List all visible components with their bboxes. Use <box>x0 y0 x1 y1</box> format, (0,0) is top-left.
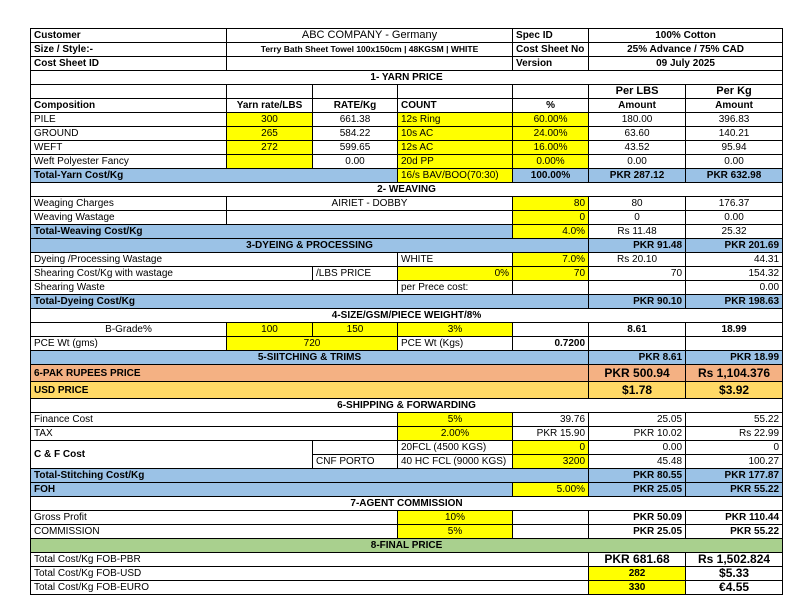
weaving-charges-kg: 176.37 <box>686 197 783 211</box>
bgrade-kg: 18.99 <box>686 323 783 337</box>
finance-pct-input[interactable]: 5% <box>398 413 513 427</box>
bgrade-input-1[interactable]: 100 <box>227 323 313 337</box>
dyeing-total-row <box>31 295 783 309</box>
col-composition: Composition <box>31 99 227 113</box>
tax-kg: Rs 22.99 <box>686 427 783 441</box>
version-label: Version <box>513 57 589 71</box>
stitching-kg: PKR 18.99 <box>686 351 783 365</box>
yarn-pct[interactable]: 0.00% <box>513 155 589 169</box>
yarn-row-ground <box>31 127 783 141</box>
usd-price-row <box>31 382 783 399</box>
yarn-kg: 140.21 <box>686 127 783 141</box>
dyeing-total-lbs: PKR 90.10 <box>589 295 686 309</box>
weaving-charges-input[interactable]: 80 <box>513 197 589 211</box>
cf2-lbs: 45.48 <box>589 455 686 469</box>
yarn-column-headers <box>31 99 783 113</box>
yarn-total-pct: 100.00% <box>513 169 589 183</box>
version-value[interactable]: 09 July 2025 <box>589 57 783 71</box>
final-pbr-lbs: PKR 681.68 <box>589 553 686 567</box>
final-pbr-label: Total Cost/Kg FOB-PBR <box>31 553 589 567</box>
stitching-title: 5-SIITCHING & TRIMS <box>31 351 589 365</box>
gross-profit-row <box>31 511 783 525</box>
section-agent-title <box>31 497 783 511</box>
pce-kgs-value: 0.7200 <box>513 337 589 351</box>
foh-row <box>31 483 783 497</box>
foh-kg: PKR 55.22 <box>686 483 783 497</box>
finance-lbs: 25.05 <box>589 413 686 427</box>
size-title: 4-SIZE/GSM/PIECE WEIGHT/8% <box>31 309 783 323</box>
yarn-count[interactable]: 12s Ring <box>398 113 513 127</box>
shearing-cost-label: Shearing Cost/Kg with wastage <box>31 267 313 281</box>
yarn-lbs: 63.60 <box>589 127 686 141</box>
tax-val: PKR 15.90 <box>513 427 589 441</box>
commission-lbs: PKR 25.05 <box>589 525 686 539</box>
yarn-kg: 396.83 <box>686 113 783 127</box>
cf1-lbs: 0.00 <box>589 441 686 455</box>
yarn-count[interactable]: 10s AC <box>398 127 513 141</box>
bgrade-input-3[interactable]: 3% <box>398 323 513 337</box>
section-yarn-title <box>31 71 783 85</box>
costno-label: Cost Sheet No <box>513 43 589 57</box>
yarn-rate-kg: 661.38 <box>313 113 398 127</box>
weaving-total-label: Total-Weaving Cost/Kg <box>31 225 513 239</box>
dyeing-title: 3-DYEING & PROCESSING <box>31 239 589 253</box>
style-value[interactable]: Terry Bath Sheet Towel 100x150cm | 48KGSM | WHITE <box>227 43 513 57</box>
final-euro-kg: €4.55 <box>686 581 783 595</box>
weaving-wastage-label: Weaving Wastage <box>31 211 227 225</box>
costno-value[interactable]: 25% Advance / 75% CAD <box>589 43 783 57</box>
cf-row-20fcl <box>31 441 783 455</box>
weaving-total-lbs: Rs 11.48 <box>589 225 686 239</box>
section-final-title <box>31 539 783 553</box>
header-row-style <box>31 43 783 57</box>
gross-profit-label: Gross Profit <box>31 511 398 525</box>
shearing-waste-label: Shearing Waste <box>31 281 398 295</box>
pce-gms-input[interactable]: 720 <box>227 337 398 351</box>
per-kg-header: Per Kg <box>686 85 783 99</box>
section-weaving-title <box>31 183 783 197</box>
usd-price-lbs: $1.78 <box>589 382 686 399</box>
customer-label: Customer <box>31 29 227 43</box>
bgrade-lbs: 8.61 <box>589 323 686 337</box>
tax-label: TAX <box>31 427 398 441</box>
section-shipping-title <box>31 399 783 413</box>
finance-kg: 55.22 <box>686 413 783 427</box>
dyeing-total-label: Total-Dyeing Cost/Kg <box>31 295 589 309</box>
header-row-costsheet <box>31 57 783 71</box>
foh-label: FOH <box>31 483 513 497</box>
specid-value[interactable]: 100% Cotton <box>589 29 783 43</box>
shearing-waste-row <box>31 281 783 295</box>
weaving-total-row <box>31 225 783 239</box>
gross-profit-pct-input[interactable]: 10% <box>398 511 513 525</box>
pce-weight-row <box>31 337 783 351</box>
cf1-kg: 0 <box>686 441 783 455</box>
shearing-val-input[interactable]: 70 <box>513 267 589 281</box>
weaving-machine: AIRIET - DOBBY <box>227 197 513 211</box>
yarn-kg: 95.94 <box>686 141 783 155</box>
dyeing-pct-input[interactable]: 7.0% <box>513 253 589 267</box>
yarn-rate-lbs[interactable]: 300 <box>227 113 313 127</box>
weaving-wastage-lbs: 0 <box>589 211 686 225</box>
shearing-unit: /LBS PRICE <box>313 267 398 281</box>
yarn-row-weft <box>31 141 783 155</box>
yarn-kg: 0.00 <box>686 155 783 169</box>
shearing-waste-unit: per Prece cost: <box>398 281 513 295</box>
dyeing-type: WHITE <box>398 253 513 267</box>
pak-price-row <box>31 365 783 382</box>
yarn-lbs: 43.52 <box>589 141 686 155</box>
shearing-cost-row <box>31 267 783 281</box>
col-count: COUNT <box>398 99 513 113</box>
foh-pct-input[interactable]: 5.00% <box>513 483 589 497</box>
cf1-input[interactable]: 0 <box>513 441 589 455</box>
yarn-total-label: Total-Yarn Cost/Kg <box>31 169 398 183</box>
col-amount-lbs: Amount <box>589 99 686 113</box>
col-rate-kg: RATE/Kg <box>313 99 398 113</box>
costsheet-value[interactable] <box>227 57 513 71</box>
cf2-kg: 100.27 <box>686 455 783 469</box>
dyeing-wastage-label: Dyeing /Processing Wastage <box>31 253 398 267</box>
yarn-pct[interactable]: 24.00% <box>513 127 589 141</box>
shipping-total-kg: PKR 177.87 <box>686 469 783 483</box>
yarn-title: 1- YARN PRICE <box>31 71 783 85</box>
section-dyeing-title <box>31 239 783 253</box>
weaving-total-kg: 25.32 <box>686 225 783 239</box>
yarn-rate-lbs[interactable] <box>227 155 313 169</box>
yarn-pct[interactable]: 16.00% <box>513 141 589 155</box>
gross-profit-lbs: PKR 50.09 <box>589 511 686 525</box>
cf2-type: 40 HC FCL (9000 KGS) <box>398 455 513 469</box>
yarn-row-polyester <box>31 155 783 169</box>
yarn-lbs: 180.00 <box>589 113 686 127</box>
weaving-wastage-input[interactable]: 0 <box>513 211 589 225</box>
yarn-rate-kg: 584.22 <box>313 127 398 141</box>
section-size-title <box>31 309 783 323</box>
commission-row <box>31 525 783 539</box>
weaving-charges-row <box>31 197 783 211</box>
pak-price-lbs: PKR 500.94 <box>589 365 686 382</box>
yarn-total-count[interactable]: 16/s BAV/BOO(70:30) <box>398 169 513 183</box>
pce-kgs-label: PCE Wt (Kgs) <box>398 337 513 351</box>
tax-pct-input[interactable]: 2.00% <box>398 427 513 441</box>
yarn-total-row <box>31 169 783 183</box>
yarn-rate-lbs[interactable]: 265 <box>227 127 313 141</box>
shipping-total-lbs: PKR 80.55 <box>589 469 686 483</box>
final-pbr-kg: Rs 1,502.824 <box>686 553 783 567</box>
finance-val: 39.76 <box>513 413 589 427</box>
shearing-kg: 154.32 <box>686 267 783 281</box>
final-euro-rate-input[interactable]: 330 <box>589 581 686 595</box>
style-label: Size / Style:- <box>31 43 227 57</box>
bgrade-input-2[interactable]: 150 <box>313 323 398 337</box>
yarn-rate-lbs[interactable]: 272 <box>227 141 313 155</box>
pak-price-kg: Rs 1,104.376 <box>686 365 783 382</box>
agent-title: 7-AGENT COMMISSION <box>31 497 783 511</box>
commission-kg: PKR 55.22 <box>686 525 783 539</box>
final-usd-row <box>31 567 783 581</box>
yarn-row-pile <box>31 113 783 127</box>
pce-gms-label: PCE Wt (gms) <box>31 337 227 351</box>
final-usd-rate-input[interactable]: 282 <box>589 567 686 581</box>
cf2-port: CNF PORTO <box>313 455 398 469</box>
yarn-name: Weft Polyester Fancy <box>31 155 227 169</box>
weaving-title: 2- WEAVING <box>31 183 783 197</box>
shearing-waste-kg: 0.00 <box>686 281 783 295</box>
shipping-total-label: Total-Stitching Cost/Kg <box>31 469 589 483</box>
bgrade-label: B-Grade% <box>31 323 227 337</box>
weaving-charges-lbs: 80 <box>589 197 686 211</box>
section-stitching-title <box>31 351 783 365</box>
header-row-customer <box>31 29 783 43</box>
final-euro-label: Total Cost/Kg FOB-EURO <box>31 581 589 595</box>
usd-price-kg: $3.92 <box>686 382 783 399</box>
yarn-total-lbs: PKR 287.12 <box>589 169 686 183</box>
dyeing-wastage-row <box>31 253 783 267</box>
yarn-lbs: 0.00 <box>589 155 686 169</box>
col-yarn-rate-lbs: Yarn rate/LBS <box>227 99 313 113</box>
final-usd-label: Total Cost/Kg FOB-USD <box>31 567 589 581</box>
tax-row <box>31 427 783 441</box>
yarn-total-kg: PKR 632.98 <box>686 169 783 183</box>
col-pct: % <box>513 99 589 113</box>
weaving-charges-label: Weaging Charges <box>31 197 227 211</box>
gross-profit-kg: PKR 110.44 <box>686 511 783 525</box>
dyeing-total-kg: PKR 198.63 <box>686 295 783 309</box>
dyeing-head-kg: PKR 201.69 <box>686 239 783 253</box>
final-title: 8-FINAL PRICE <box>31 539 783 553</box>
foh-lbs: PKR 25.05 <box>589 483 686 497</box>
cf2-input[interactable]: 3200 <box>513 455 589 469</box>
per-lbs-header: Per LBS <box>589 85 686 99</box>
specid-label: Spec ID <box>513 29 589 43</box>
final-pbr-row <box>31 553 783 567</box>
finance-label: Finance Cost <box>31 413 398 427</box>
yarn-rate-kg: 599.65 <box>313 141 398 155</box>
weaving-total-pct[interactable]: 4.0% <box>513 225 589 239</box>
shipping-title: 6-SHIPPING & FORWARDING <box>31 399 783 413</box>
yarn-rate-kg: 0.00 <box>313 155 398 169</box>
cf-label: C & F Cost <box>31 441 313 469</box>
tax-lbs: PKR 10.02 <box>589 427 686 441</box>
shearing-lbs: 70 <box>589 267 686 281</box>
weaving-wastage-kg: 0.00 <box>686 211 783 225</box>
dyeing-head-lbs: PKR 91.48 <box>589 239 686 253</box>
yarn-name: GROUND <box>31 127 227 141</box>
bgrade-row <box>31 323 783 337</box>
yarn-name: WEFT <box>31 141 227 155</box>
yarn-pct[interactable]: 60.00% <box>513 113 589 127</box>
yarn-name: PILE <box>31 113 227 127</box>
dyeing-lbs: Rs 20.10 <box>589 253 686 267</box>
col-amount-kg: Amount <box>686 99 783 113</box>
usd-price-label: USD PRICE <box>31 382 589 399</box>
weaving-wastage-row <box>31 211 783 225</box>
yarn-per-row <box>31 85 783 99</box>
yarn-count[interactable]: 12s AC <box>398 141 513 155</box>
yarn-count[interactable]: 20d PP <box>398 155 513 169</box>
shipping-total-row <box>31 469 783 483</box>
pak-price-label: 6-PAK RUPEES PRICE <box>31 365 589 382</box>
cost-sheet-table <box>30 28 783 595</box>
final-euro-row <box>31 581 783 595</box>
customer-value[interactable]: ABC COMPANY - Germany <box>227 29 513 43</box>
stitching-lbs: PKR 8.61 <box>589 351 686 365</box>
costsheet-label: Cost Sheet ID <box>31 57 227 71</box>
final-usd-kg: $5.33 <box>686 567 783 581</box>
shearing-pct-input[interactable]: 0% <box>398 267 513 281</box>
finance-cost-row <box>31 413 783 427</box>
commission-label: COMMISSION <box>31 525 398 539</box>
commission-pct-input[interactable]: 5% <box>398 525 513 539</box>
dyeing-kg: 44.31 <box>686 253 783 267</box>
cf1-type: 20FCL (4500 KGS) <box>398 441 513 455</box>
